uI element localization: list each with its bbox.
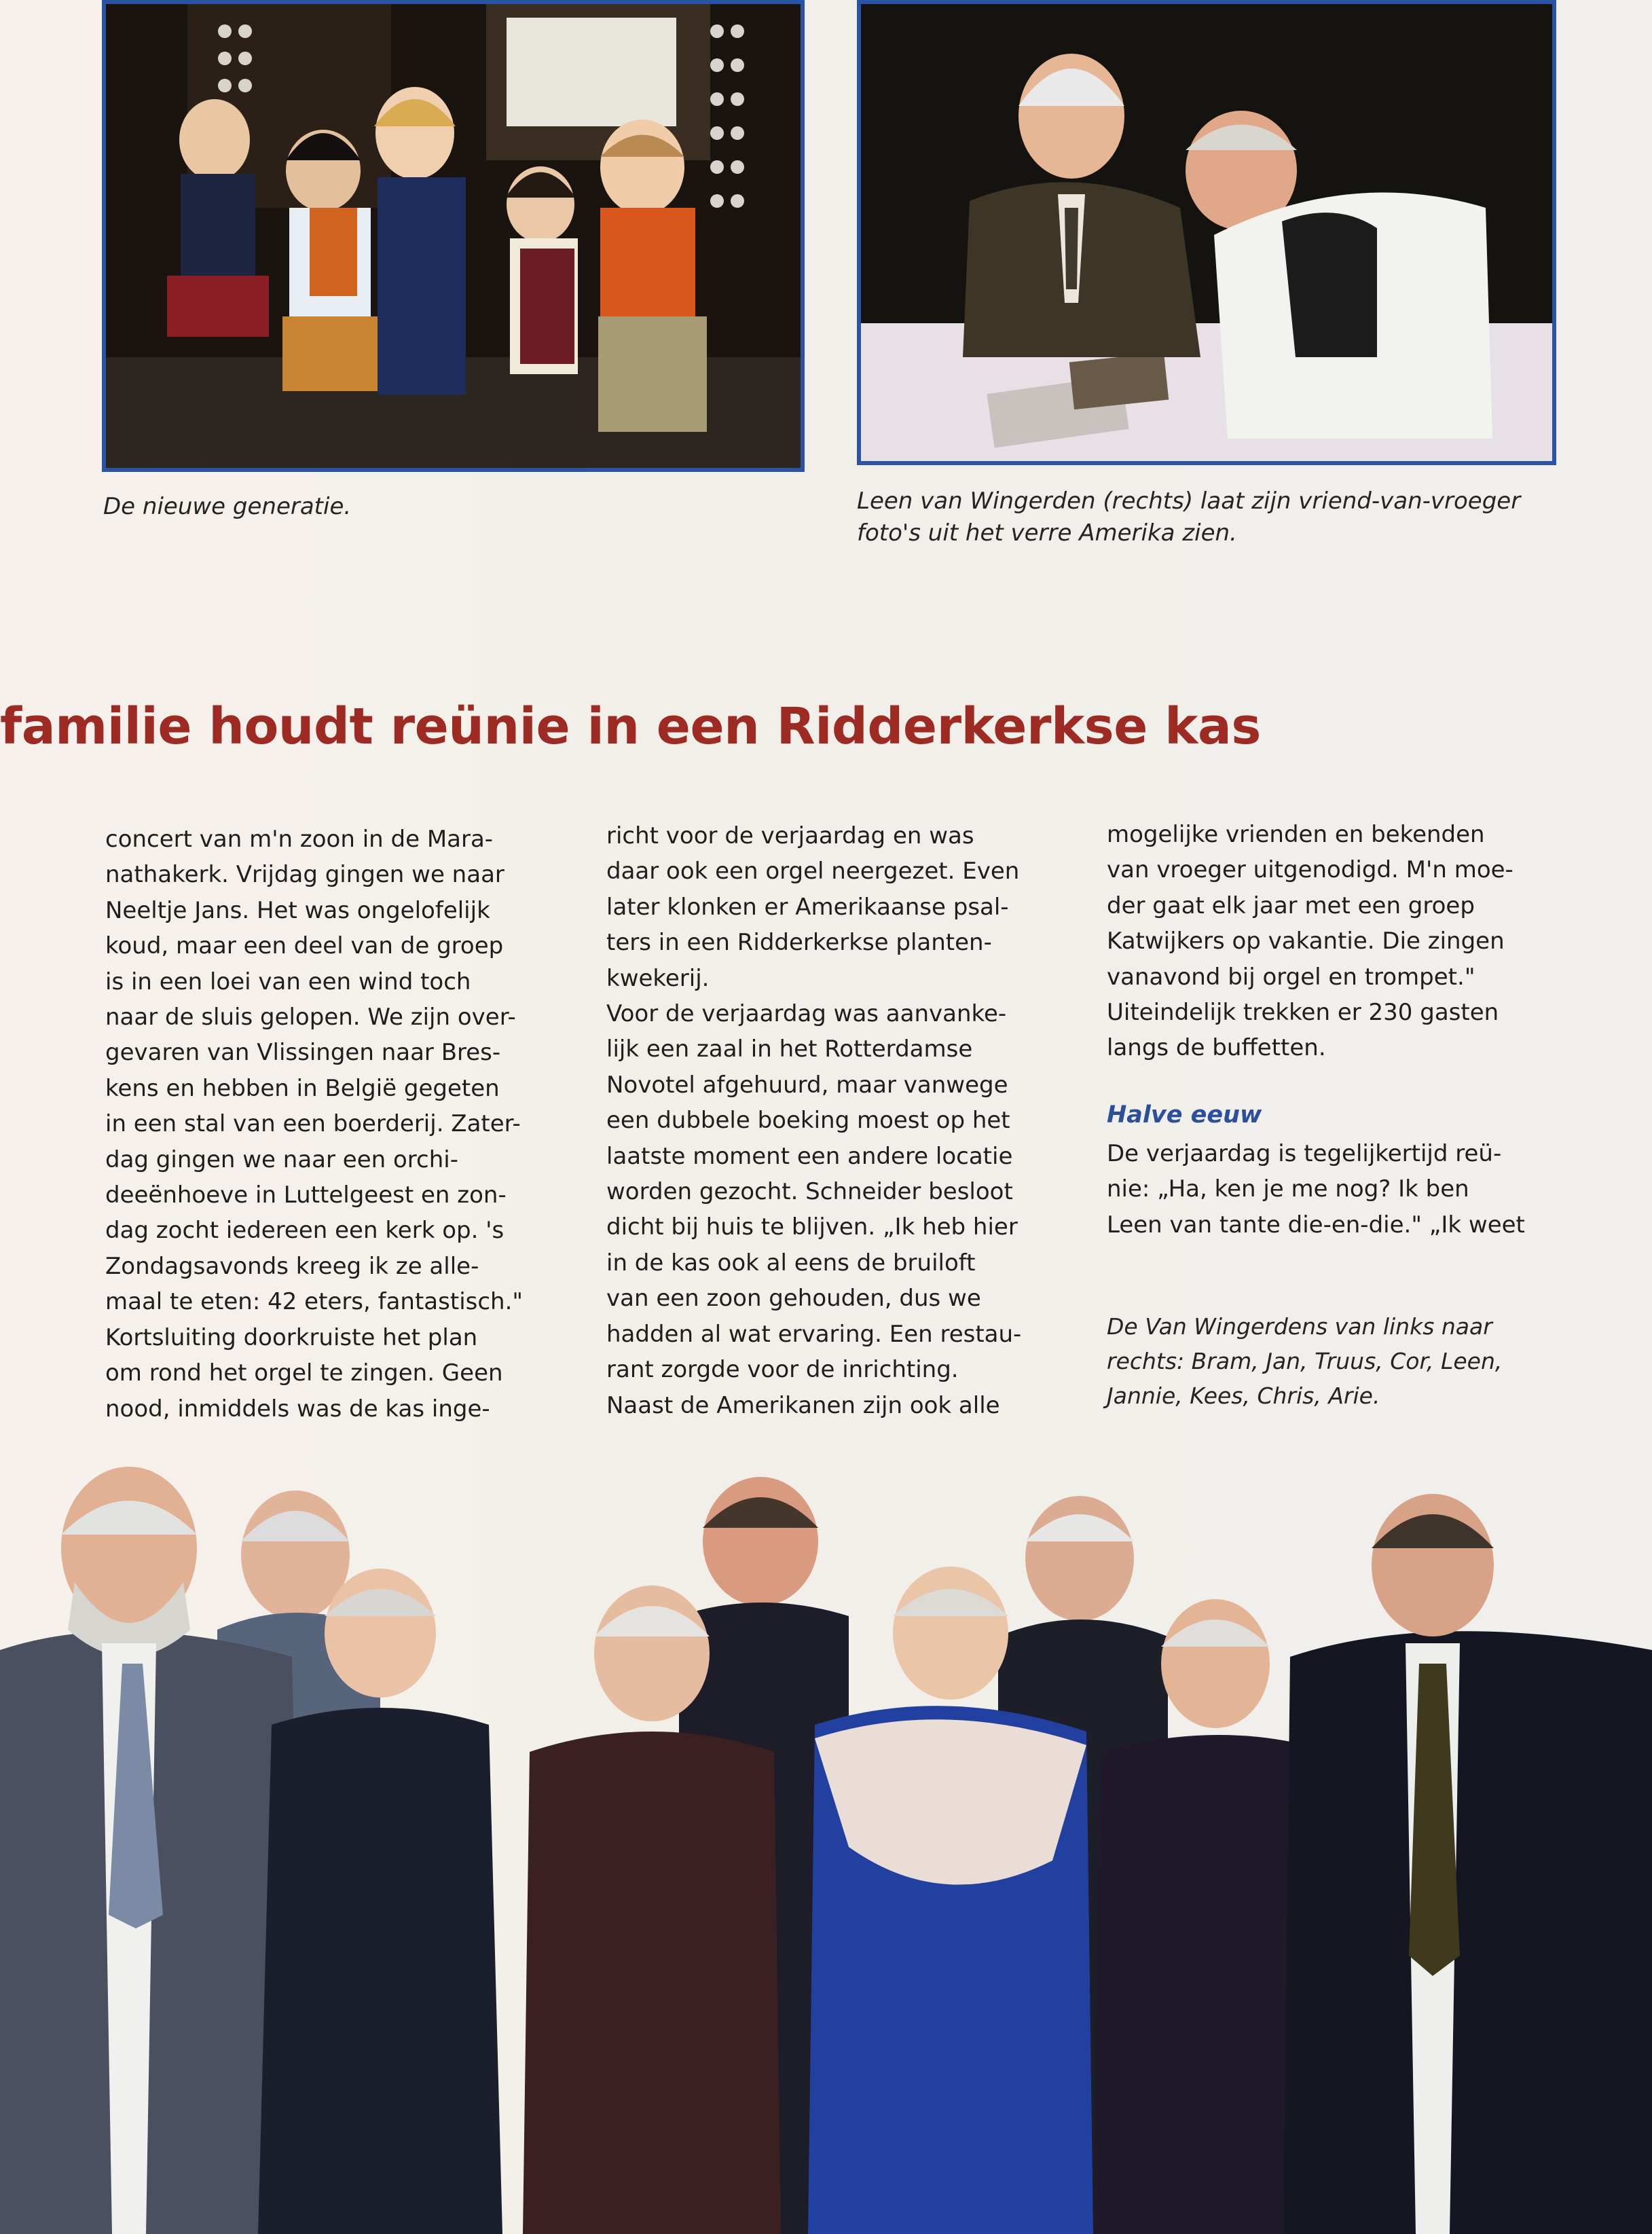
children-photo bbox=[102, 0, 805, 472]
article-column-2: richt voor de verjaardag en was daar ook een orgel neergezet. Even later klonken er Amerikaanse psal- ters in een Ridderkerkse planten- kwekerij. Voor de verjaardag was aanvanke- lijk een zaal in het Rotterdamse Novotel afgehuurd, maar vanwege een dubbele boeking moest op het laatste moment een andere locatie worden gezocht. Schneider besloot dicht bij huis te blijven. „Ik heb hier in de kas ook al eens de bruiloft van een zoon gehouden, dus we hadden al wat ervaring. Een restau- rant zorgde voor de inrichting. Naast de Amerikanen zijn ook alle bbox=[606, 822, 1022, 1419]
men-photo-caption: Leen van Wingerden (rechts) laat zijn vriend-van-vroeger foto's uit het verre Amerika zien. bbox=[857, 488, 1521, 547]
family-group-photo bbox=[0, 1440, 1652, 2234]
group-photo-caption: De Van Wingerdens van links naar rechts: Bram, Jan, Truus, Cor, Leen, Jannie, Kees, Chris, Arie. bbox=[1107, 1313, 1503, 1409]
men-photo bbox=[857, 0, 1556, 465]
section-subheading: Halve eeuw bbox=[1107, 1101, 1262, 1129]
children-photo-caption: De nieuwe generatie. bbox=[103, 493, 352, 520]
article-headline: familie houdt reünie in een Ridderkerkse kas bbox=[0, 697, 1261, 756]
article-column-3-bottom: De verjaardag is tegelijkertijd reü- nie: „Ha, ken je me nog? Ik ben Leen van tante die-en-die." „Ik weet bbox=[1107, 1140, 1525, 1239]
article-column-3-top: mogelijke vrienden en bekenden van vroeger uitgenodigd. M'n moe- der gaat elk jaar met een groep Katwijkers op vakantie. Die zingen vanavond bij orgel en trompet." Uiteindelijk trekken er 230 gasten langs de buffetten. bbox=[1107, 821, 1513, 1062]
article-column-1: concert van m'n zoon in de Mara- nathakerk. Vrijdag gingen we naar Neeltje Jans. Het was ongelofelijk koud, maar een deel van de groep is in een loei van een wind toch naar de sluis gelopen. We zijn over- gevaren van Vlissingen naar Bres- kens en hebben in België gegeten in een stal van een boerderij. Zater- dag gingen we naar een orchi- deeënhoeve in Luttelgeest en zon- dag zocht iedereen een kerk op. 's Zondagsavonds kreeg ik ze alle- maal te eten: 42 eters, fantastisch." Kortsluiting doorkruiste het plan om rond het orgel te zingen. Geen nood, inmiddels was de kas inge- bbox=[105, 826, 524, 1423]
